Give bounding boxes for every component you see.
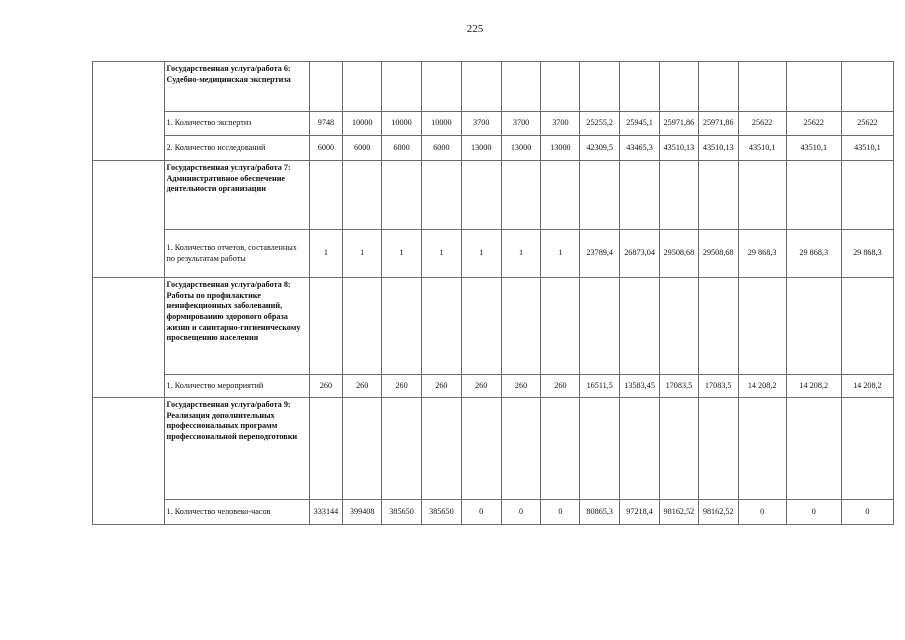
value-cell: 260 [382, 375, 422, 398]
value-cell: 10000 [421, 112, 461, 136]
value-cell: 29 868,3 [738, 230, 786, 278]
empty-cell [461, 62, 501, 112]
empty-cell [382, 62, 422, 112]
value-cell: 10000 [343, 112, 382, 136]
value-cell: 25622 [738, 112, 786, 136]
value-cell: 6000 [421, 136, 461, 161]
table-row [93, 112, 894, 136]
value-cell: 97218,4 [620, 500, 660, 525]
empty-cell [841, 62, 893, 112]
data-table [92, 61, 894, 525]
empty-cell [382, 398, 422, 500]
empty-cell [841, 161, 893, 230]
empty-cell [501, 278, 541, 375]
section-title: Государственная услуга/работа 8: Работы по профилактике неинфекционных заболеваний, формированию здорового образа жизни и санитарно-гигиеническому просвещению населения [164, 278, 309, 375]
value-cell: 6000 [343, 136, 382, 161]
value-cell: 260 [501, 375, 541, 398]
value-cell: 14 208,2 [738, 375, 786, 398]
value-cell: 13000 [461, 136, 501, 161]
value-cell: 3700 [461, 112, 501, 136]
indicator-label: 2. Количество исследований [164, 136, 309, 161]
blank-cell [93, 62, 165, 112]
section-header-row [93, 62, 894, 112]
empty-cell [309, 62, 343, 112]
empty-cell [580, 161, 620, 230]
value-cell: 14 208,2 [786, 375, 841, 398]
value-cell: 3700 [501, 112, 541, 136]
section-title: Государственная услуга/работа 9: Реализация дополнительных профессиональных программ профессиональной переподготовки [164, 398, 309, 500]
empty-cell [343, 278, 382, 375]
empty-cell [786, 278, 841, 375]
value-cell: 1 [382, 230, 422, 278]
value-cell: 6000 [382, 136, 422, 161]
empty-cell [620, 161, 660, 230]
empty-cell [580, 62, 620, 112]
value-cell: 25255,2 [580, 112, 620, 136]
indicator-label: 1. Количество экспертиз [164, 112, 309, 136]
value-cell: 29 868,3 [786, 230, 841, 278]
empty-cell [501, 398, 541, 500]
empty-cell [421, 62, 461, 112]
value-cell: 42309,5 [580, 136, 620, 161]
empty-cell [659, 278, 698, 375]
value-cell: 29508,68 [659, 230, 698, 278]
value-cell: 385650 [421, 500, 461, 525]
value-cell: 260 [343, 375, 382, 398]
value-cell: 43510,1 [841, 136, 893, 161]
value-cell: 16511,5 [580, 375, 620, 398]
empty-cell [461, 278, 501, 375]
empty-cell [309, 398, 343, 500]
empty-cell [309, 278, 343, 375]
value-cell: 43510,1 [738, 136, 786, 161]
empty-cell [620, 398, 660, 500]
value-cell: 14 208,2 [841, 375, 893, 398]
empty-cell [421, 398, 461, 500]
empty-cell [698, 278, 738, 375]
empty-cell [738, 398, 786, 500]
section-header-row [93, 398, 894, 500]
value-cell: 9748 [309, 112, 343, 136]
empty-cell [501, 62, 541, 112]
value-cell: 13000 [541, 136, 580, 161]
empty-cell [841, 278, 893, 375]
value-cell: 0 [786, 500, 841, 525]
value-cell: 0 [461, 500, 501, 525]
value-cell: 3700 [541, 112, 580, 136]
empty-cell [659, 161, 698, 230]
value-cell: 1 [501, 230, 541, 278]
value-cell: 1 [541, 230, 580, 278]
empty-cell [841, 398, 893, 500]
section-header-row [93, 161, 894, 230]
empty-cell [309, 161, 343, 230]
empty-cell [698, 62, 738, 112]
value-cell: 260 [461, 375, 501, 398]
value-cell: 98162,52 [659, 500, 698, 525]
empty-cell [620, 278, 660, 375]
empty-cell [541, 398, 580, 500]
empty-cell [461, 398, 501, 500]
empty-cell [580, 398, 620, 500]
value-cell: 399408 [343, 500, 382, 525]
value-cell: 29 868,3 [841, 230, 893, 278]
empty-cell [698, 398, 738, 500]
page-number: 225 [466, 23, 484, 35]
value-cell: 25622 [786, 112, 841, 136]
value-cell: 98162,52 [698, 500, 738, 525]
empty-cell [541, 62, 580, 112]
value-cell: 1 [421, 230, 461, 278]
blank-cell [93, 161, 165, 230]
value-cell: 25945,1 [620, 112, 660, 136]
empty-cell [382, 161, 422, 230]
empty-cell [461, 161, 501, 230]
empty-cell [343, 398, 382, 500]
value-cell: 13000 [501, 136, 541, 161]
empty-cell [698, 161, 738, 230]
empty-cell [421, 278, 461, 375]
indicator-label: 1. Количество мероприятий [164, 375, 309, 398]
value-cell: 0 [841, 500, 893, 525]
empty-cell [343, 62, 382, 112]
blank-cell [93, 278, 165, 375]
empty-cell [382, 278, 422, 375]
section-header-row [93, 278, 894, 375]
empty-cell [786, 398, 841, 500]
blank-cell [93, 398, 165, 500]
value-cell: 13583,45 [620, 375, 660, 398]
value-cell: 260 [421, 375, 461, 398]
value-cell: 43510,1 [786, 136, 841, 161]
value-cell: 43510,13 [659, 136, 698, 161]
empty-cell [580, 278, 620, 375]
blank-cell [93, 136, 165, 161]
value-cell: 17083,5 [698, 375, 738, 398]
table-row [93, 136, 894, 161]
value-cell: 25622 [841, 112, 893, 136]
empty-cell [620, 62, 660, 112]
value-cell: 385650 [382, 500, 422, 525]
section-title: Государственная услуга/работа 6: Судебно-медицинская экспертиза [164, 62, 309, 112]
empty-cell [541, 278, 580, 375]
table-row [93, 500, 894, 525]
value-cell: 1 [309, 230, 343, 278]
blank-cell [93, 230, 165, 278]
value-cell: 80865,3 [580, 500, 620, 525]
value-cell: 26873,04 [620, 230, 660, 278]
empty-cell [343, 161, 382, 230]
indicator-label: 1. Количество человеко-часов [164, 500, 309, 525]
empty-cell [738, 161, 786, 230]
empty-cell [659, 398, 698, 500]
value-cell: 43465,3 [620, 136, 660, 161]
value-cell: 0 [738, 500, 786, 525]
empty-cell [738, 278, 786, 375]
blank-cell [93, 500, 165, 525]
value-cell: 23789,4 [580, 230, 620, 278]
value-cell: 17083,5 [659, 375, 698, 398]
value-cell: 0 [501, 500, 541, 525]
value-cell: 260 [309, 375, 343, 398]
empty-cell [501, 161, 541, 230]
empty-cell [738, 62, 786, 112]
indicator-label: 1. Количество отчетов, составленных по результатам работы [164, 230, 309, 278]
value-cell: 29508,68 [698, 230, 738, 278]
empty-cell [541, 161, 580, 230]
value-cell: 10000 [382, 112, 422, 136]
section-title: Государственная услуга/работа 7: Административное обеспечение деятельности организации [164, 161, 309, 230]
value-cell: 260 [541, 375, 580, 398]
value-cell: 1 [343, 230, 382, 278]
value-cell: 25971,86 [698, 112, 738, 136]
value-cell: 6000 [309, 136, 343, 161]
empty-cell [659, 62, 698, 112]
value-cell: 1 [461, 230, 501, 278]
value-cell: 25971,86 [659, 112, 698, 136]
value-cell: 333144 [309, 500, 343, 525]
empty-cell [786, 161, 841, 230]
empty-cell [786, 62, 841, 112]
blank-cell [93, 375, 165, 398]
blank-cell [93, 112, 165, 136]
value-cell: 43510,13 [698, 136, 738, 161]
table-row [93, 375, 894, 398]
table-row [93, 230, 894, 278]
value-cell: 0 [541, 500, 580, 525]
empty-cell [421, 161, 461, 230]
